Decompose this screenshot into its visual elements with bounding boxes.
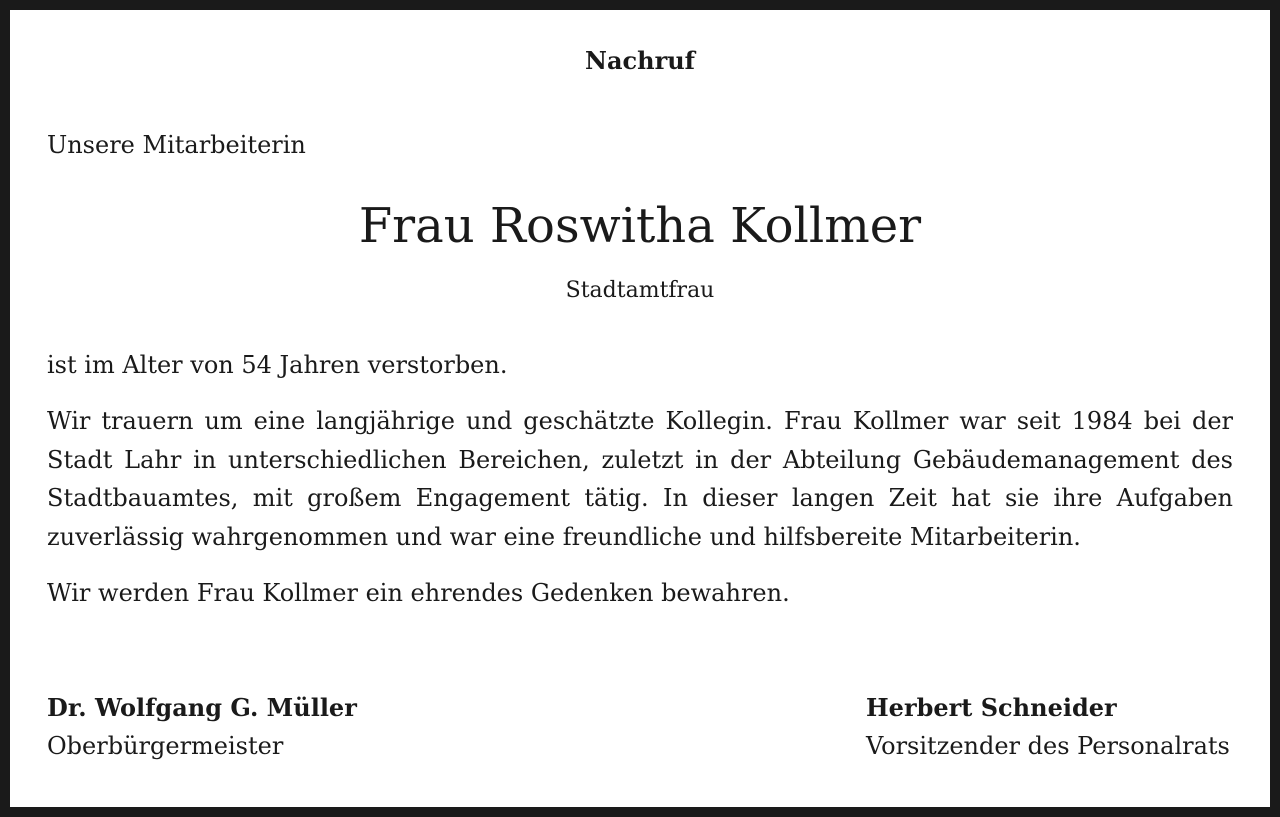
signature-role: Oberbürgermeister	[47, 732, 284, 760]
remembrance-paragraph: Wir werden Frau Kollmer ein ehrendes Gedenken bewahren.	[47, 579, 790, 607]
signature-name: Dr. Wolfgang G. Müller	[47, 693, 357, 722]
tribute-paragraph: Wir trauern um eine langjährige und geschätzte Kollegin. Frau Kollmer war seit 1984 bei der Stadt Lahr in unterschiedlichen Bereichen, zuletzt in der Abteilung Gebäudemanagement des Stadtbauamtes, mit großem Engagement tätig. In dieser langen Zeit hat sie ihre Aufgaben zuverlässig wahrgenommen und war eine freundliche und hilfsbereite Mitarbeiterin.	[47, 407, 1233, 551]
notice-heading: Nachruf	[585, 46, 695, 75]
obituary-notice	[10, 10, 1270, 807]
signature-staff-council	[866, 689, 1230, 765]
age-paragraph: ist im Alter von 54 Jahren verstorben.	[47, 351, 508, 379]
signature-mayor	[47, 689, 357, 765]
deceased-name: Frau Roswitha Kollmer	[358, 198, 922, 254]
deceased-title: Stadtamtfrau	[565, 278, 715, 303]
intro-line: Unsere Mitarbeiterin	[47, 131, 306, 159]
signature-name: Herbert Schneider	[866, 693, 1117, 722]
signature-role: Vorsitzender des Personalrats	[866, 732, 1230, 760]
